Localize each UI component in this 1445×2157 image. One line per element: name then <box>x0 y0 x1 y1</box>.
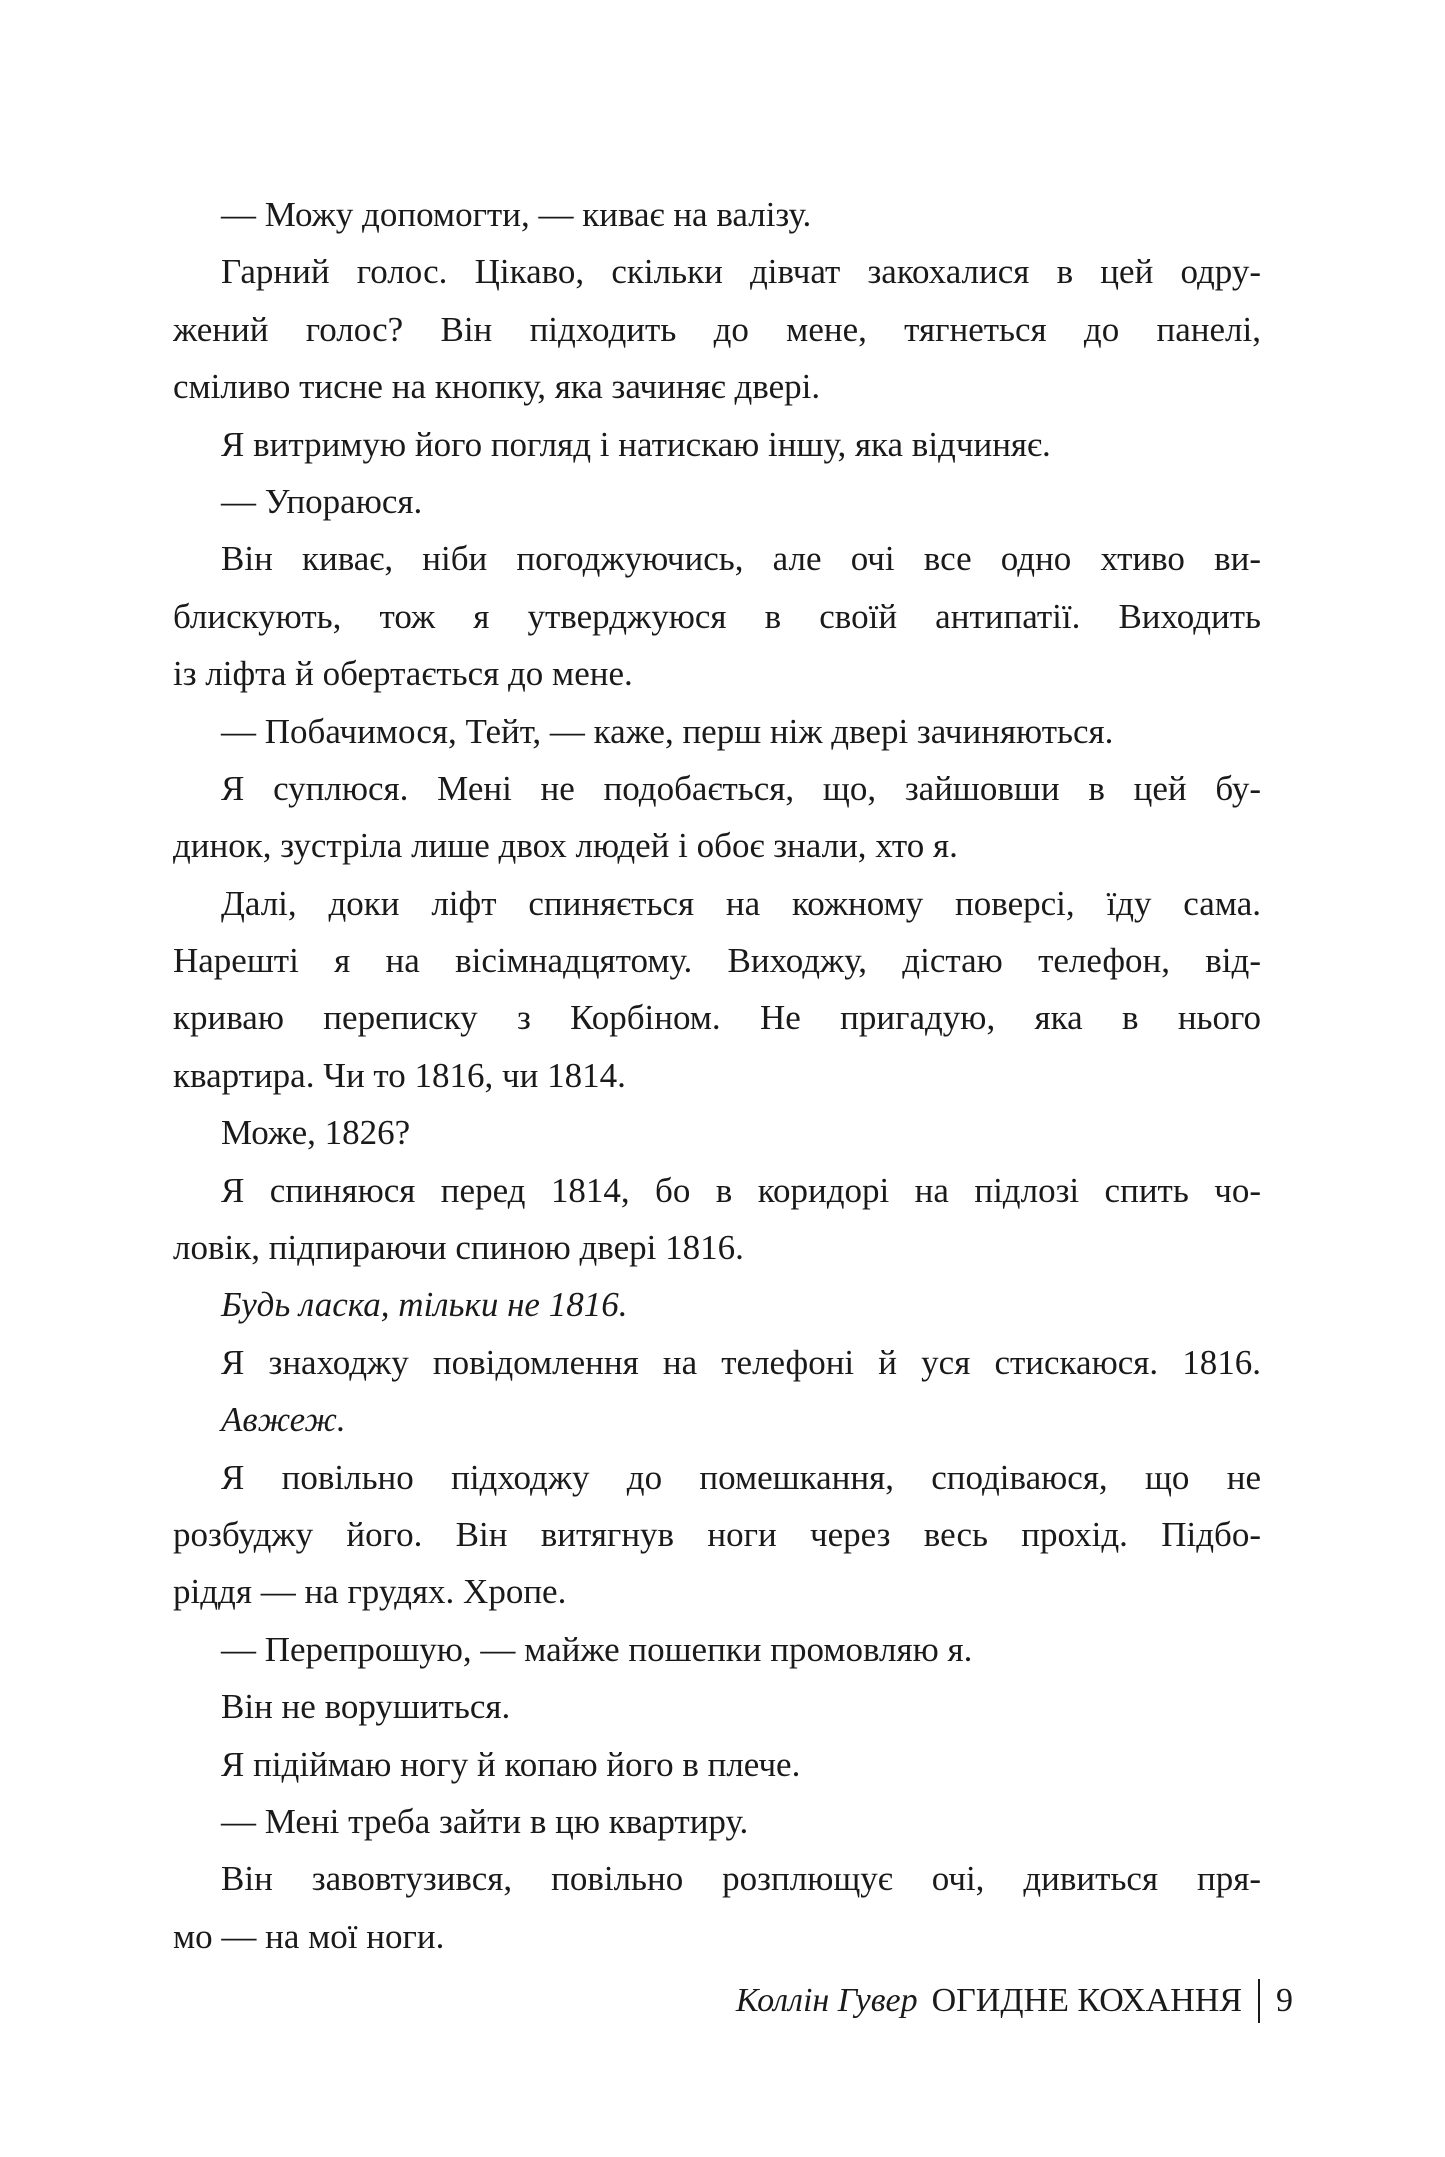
footer-book-title: ОГИДНЕ КОХАННЯ <box>931 1982 1242 2019</box>
text-line: криваю переписку з Корбіном. Не пригадую, яка в нього <box>173 998 1261 1038</box>
text-line: Я знаходжу повідомлення на телефоні й уся стискаюся. 1816. <box>221 1342 1261 1382</box>
text-line: Він не ворушиться. <box>221 1687 511 1727</box>
text-line: Авжеж. <box>221 1400 346 1440</box>
text-line: Він завовтузився, повільно розплющує очі, дивиться пря- <box>221 1859 1261 1899</box>
text-line: Будь ласка, тільки не 1816. <box>221 1285 628 1325</box>
text-line: динок, зустріла лише двох людей і обоє знали, хто я. <box>173 826 958 866</box>
text-line: — Перепрошую, — майже пошепки промовляю я. <box>221 1629 973 1669</box>
running-footer <box>736 1978 1293 2024</box>
text-line: — Можу допомогти, — киває на валізу. <box>221 195 812 234</box>
text-line: — Упораюся. <box>221 481 423 521</box>
text-line: Я спиняюся перед 1814, бо в коридорі на підлозі спить чо- <box>221 1170 1261 1210</box>
text-line: блискують, тож я утверджуюся в своїй антипатії. Виходить <box>173 596 1261 636</box>
text-line: Гарний голос. Цікаво, скільки дівчат закохалися в цей одру- <box>221 252 1261 292</box>
text-line: Може, 1826? <box>221 1113 411 1153</box>
text-line: Я суплюся. Мені не подобається, що, зайшовши в цей бу- <box>221 768 1261 808</box>
text-line: квартира. Чи то 1816, чи 1814. <box>173 1055 626 1095</box>
text-line: — Мені треба зайти в цю квартиру. <box>221 1801 749 1841</box>
text-line: — Побачимося, Тейт, — каже, перш ніж двері зачиняються. <box>221 711 1114 751</box>
text-line: Я витримую його погляд і натискаю іншу, яка відчиняє. <box>221 424 1051 464</box>
text-line: ловік, підпираючи спиною двері 1816. <box>173 1228 744 1268</box>
text-line: сміливо тисне на кнопку, яка зачиняє двері. <box>173 367 821 407</box>
text-line: жений голос? Він підходить до мене, тягнеться до панелі, <box>173 309 1261 349</box>
text-line: Нарешті я на вісімнадцятому. Виходжу, дістаю телефон, від- <box>173 941 1261 981</box>
text-line: Я повільно підходжу до помешкання, сподіваюся, що не <box>221 1457 1261 1497</box>
text-line: Він киває, ніби погоджуючись, але очі все одно хтиво ви- <box>221 539 1261 579</box>
text-line: Далі, доки ліфт спиняється на кожному поверсі, їду сама. <box>221 883 1261 923</box>
text-line: ріддя — на грудях. Хропе. <box>173 1572 567 1612</box>
page-number: 9 <box>1276 1982 1293 2019</box>
footer-author: Коллін Гувер <box>735 1982 918 2019</box>
footer-separator <box>1258 1979 1260 2023</box>
text-line: із ліфта й обертається до мене. <box>173 654 633 694</box>
body-text <box>173 186 1261 1965</box>
text-line: розбуджу його. Він витягнув ноги через весь прохід. Підбо- <box>173 1514 1261 1554</box>
text-line: Я підіймаю ногу й копаю його в плече. <box>221 1744 801 1784</box>
text-line: мо — на мої ноги. <box>173 1916 445 1956</box>
